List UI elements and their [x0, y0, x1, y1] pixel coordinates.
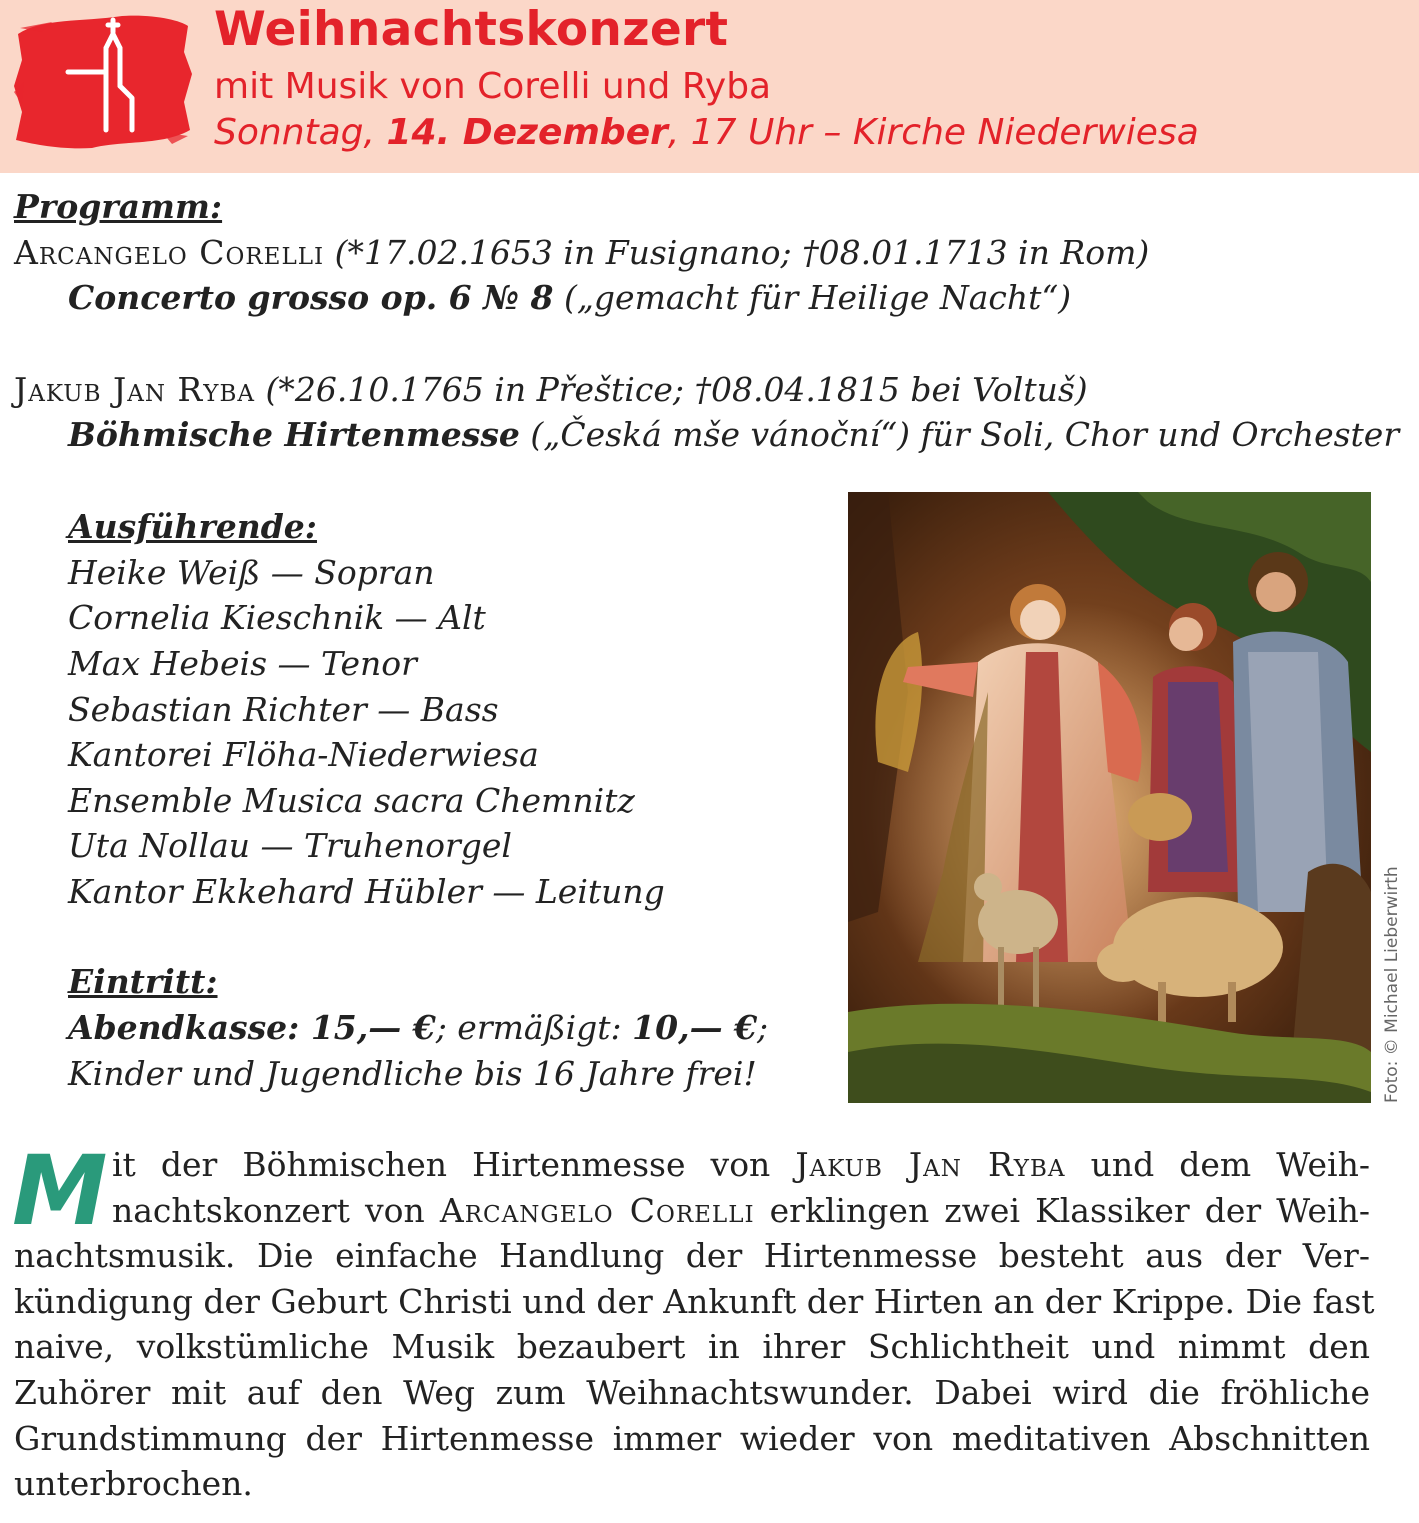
- drop-cap: M: [12, 1135, 108, 1247]
- ryba-work-title: Böhmische Hirtenmesse: [68, 415, 520, 454]
- programm-heading: Programm:: [14, 187, 223, 226]
- header-band: [0, 0, 1419, 173]
- article-line: [112, 1191, 1370, 1232]
- performer-item: Cornelia Kieschnik — Alt: [68, 598, 486, 637]
- article-text: nachtskonzert von: [112, 1191, 440, 1230]
- concert-subtitle: mit Musik von Corelli und Ryba: [214, 66, 772, 107]
- ryba-life: (*26.10.1765 in Přeštice; †08.04.1815 bei Voltuš): [254, 370, 1088, 409]
- price-line: [68, 1008, 769, 1047]
- nativity-photo: [848, 492, 1371, 1103]
- price-semicolon: ;: [757, 1008, 769, 1047]
- performer-item: Ensemble Musica sacra Chemnitz: [68, 781, 635, 820]
- ermaessigt-label: ; ermäßigt:: [435, 1008, 633, 1047]
- article-name-ryba: Jakub Jan Ryba: [795, 1145, 1066, 1184]
- article-line: unterbrochen.: [14, 1464, 253, 1503]
- corelli-life: (*17.02.1653 in Fusignano; †08.01.1713 in Rom): [324, 233, 1150, 272]
- corelli-work-note: („gemacht für Heilige Nacht“): [553, 278, 1072, 317]
- performer-item: Kantor Ekkehard Hübler — Leitung: [68, 872, 665, 911]
- ryba-work: [68, 415, 1400, 454]
- photo-credit: Foto: © Michael Lieberwirth: [1382, 866, 1402, 1103]
- article-line: Grundstimmung der Hirtenmesse immer wieder von meditativen Abschnitten: [14, 1419, 1370, 1458]
- abendkasse-label: Abendkasse:: [68, 1008, 300, 1047]
- performer-item: Sebastian Richter — Bass: [68, 690, 499, 729]
- date-suffix: , 17 Uhr – Kirche Niederwiesa: [667, 112, 1199, 153]
- performer-item: Max Hebeis — Tenor: [68, 644, 417, 683]
- free-entry-note: Kinder und Jugendliche bis 16 Jahre frei!: [68, 1054, 757, 1093]
- ryba-line: [14, 370, 1088, 409]
- concert-title: Weihnachtskonzert: [214, 2, 729, 57]
- concert-date: [214, 112, 1199, 153]
- article-text: it der Böhmischen Hirtenmesse von: [112, 1145, 796, 1184]
- article-line: nachtsmusik. Die einfache Handlung der Hirtenmesse besteht aus der Ver-: [14, 1236, 1370, 1275]
- performer-item: Uta Nollau — Truhenorgel: [68, 826, 512, 865]
- article-text: erklingen zwei Klassiker der Weih-: [754, 1191, 1370, 1230]
- article-name-corelli: Arcangelo Corelli: [439, 1191, 755, 1230]
- ausfuehrende-heading: Ausführende:: [68, 507, 317, 546]
- church-logo: [12, 12, 192, 152]
- ermaessigt-price: 10,— €: [632, 1008, 758, 1047]
- date-prefix: Sonntag,: [214, 112, 387, 153]
- corelli-work-title: Concerto grosso op. 6 № 8: [68, 278, 554, 317]
- composer-corelli: Arcangelo Corelli: [14, 233, 325, 272]
- article-line: Zuhörer mit auf den Weg zum Weihnachtswunder. Dabei wird die fröhliche: [14, 1373, 1370, 1412]
- eintritt-heading: Eintritt:: [68, 962, 218, 1001]
- abendkasse-price: 15,— €: [299, 1008, 436, 1047]
- article-text: und dem Weih-: [1065, 1145, 1370, 1184]
- article-line: naive, volkstümliche Musik bezaubert in ihrer Schlichtheit und nimmt den: [14, 1327, 1370, 1366]
- performer-item: Kantorei Flöha-Niederwiesa: [68, 735, 539, 774]
- ryba-work-note: („Česká mše vánoční“) für Soli, Chor und Orchester: [519, 415, 1400, 454]
- composer-ryba: Jakub Jan Ryba: [14, 370, 255, 409]
- article-line: [112, 1145, 1370, 1186]
- date-bold: 14. Dezember: [386, 112, 668, 153]
- performer-item: Heike Weiß — Sopran: [68, 553, 435, 592]
- article-line: kündigung der Geburt Christi und der Ankunft der Hirten an der Krippe. Die fast: [14, 1282, 1375, 1321]
- corelli-work: [68, 278, 1072, 317]
- corelli-line: [14, 233, 1150, 272]
